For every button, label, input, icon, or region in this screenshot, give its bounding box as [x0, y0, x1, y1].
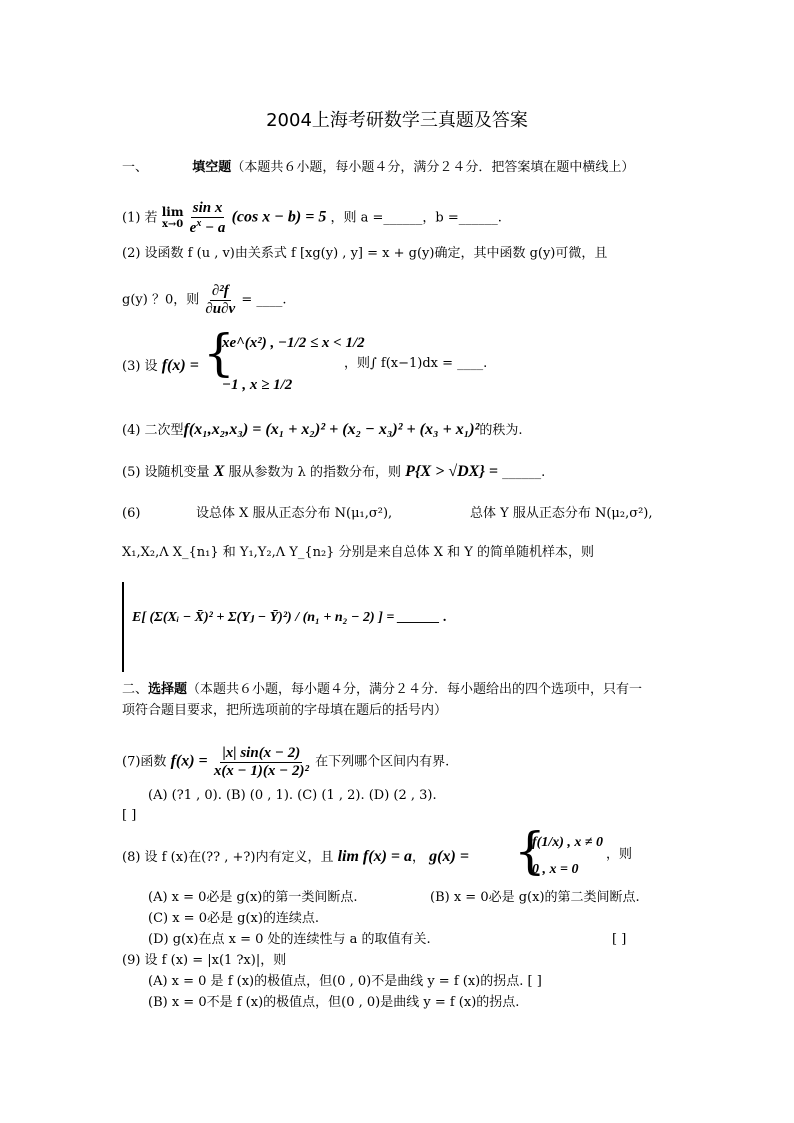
q8-g-def: g(x) =	[429, 848, 469, 865]
q2-prefix: g(y) ？0，则	[122, 292, 200, 308]
q1-suffix: ，则 a =______，b =______.	[330, 210, 502, 226]
q8-prefix: (8) 设 f (x)在(?? , +?)内有定义，且	[122, 850, 334, 865]
section2-desc2: 项符合题目要求，把所选项前的字母填在题后的括号内）	[122, 703, 448, 718]
question-8: (8) 设 f (x)在(?? , +?)内有定义，且 lim f(x) = a， g(x) =	[122, 848, 469, 865]
q7-prefix: (7)函数	[122, 754, 167, 770]
q4-prefix: (4) 二次型	[122, 423, 184, 438]
q7-suffix: 在下列哪个区间内有界.	[315, 754, 450, 770]
q5-middle: 服从参数为 λ 的指数分布，则	[228, 465, 402, 480]
q8-case1: f(1/x) , x ≠ 0	[532, 835, 604, 850]
q3-case2: −1 , x ≥ 1/2	[222, 377, 293, 393]
q9-option-a: (A) x = 0 是 f (x)的极值点，但(0 , 0)不是曲线 y = f (x)的拐点. [ ]	[148, 974, 542, 989]
q3-brace: {	[203, 324, 235, 382]
q7-options: (A) (?1 , 0). (B) (0 , 1). (C) (1 , 2). (D) (2 , 3).	[148, 788, 437, 803]
section1-heading	[122, 160, 634, 176]
q6-expression: E[ (Σ(Xᵢ − X̄)² + Σ(Yⱼ − Ȳ)²) / (n₁ + n₂ − 2) ] = ______ .	[132, 610, 447, 625]
q8-option-c: (C) x = 0必是 g(x)的连续点.	[148, 911, 320, 926]
page-title: 2004上海考研数学三真题及答案	[266, 110, 528, 131]
question-2-line1: (2) 设函数 f (u , v)由关系式 f [xg(y) , y] = x + g(y)确定，其中函数 g(y)可微，且	[122, 246, 608, 261]
q1-limit: lim x→0	[161, 204, 184, 231]
q6-part-b: 总体 Y 服从正态分布 N(μ₂,σ²),	[470, 506, 653, 521]
question-4	[122, 420, 523, 439]
section2-heading	[122, 682, 642, 698]
q8-case2: 0 , x = 0	[532, 862, 579, 877]
question-1: (1) 若 lim x→0 $\frac{\text{sin x}}{e^x - a}$ (cos x − b) = 5 ，则 a =______，b =______.	[122, 200, 502, 236]
q9-option-b: (B) x = 0不是 f (x)的极值点，但(0 , 0)是曲线 y = f (x)的拐点.	[148, 995, 520, 1010]
question-3: (3) 设 f(x) =	[122, 357, 199, 374]
q7-fraction: $\frac{|x| \sin(x - 2)}{\text{x(x − 1)(x − 2)²}}$	[213, 745, 309, 779]
q7-answer-bracket: [ ]	[122, 808, 137, 823]
section1-number: 一、	[122, 160, 149, 175]
q6-left-bracket	[122, 582, 324, 672]
q3-suffix: ，则∫ f(x−1)dx = ____.	[344, 356, 488, 371]
q6-number: (6)	[122, 506, 141, 521]
q4-suffix: 的秩为.	[479, 423, 523, 438]
q1-fraction: $\frac{\text{sin x}}{e^x - a}$	[189, 200, 226, 236]
section2-desc1: （本题共６小题，每小题４分，满分２４分．每小题给出的四个选项中，只有一	[187, 682, 643, 697]
question-5: (5) 设随机变量 X 服从参数为 λ 的指数分布，则 P{X > √DX} = ______.	[122, 463, 546, 480]
q8-option-b: (B) x = 0必是 g(x)的第二类间断点.	[430, 890, 640, 905]
q8-option-a: (A) x = 0必是 g(x)的第一类间断点.	[148, 890, 358, 905]
q6-part-a: 设总体 X 服从正态分布 N(μ₁,σ²),	[196, 506, 393, 521]
q8-option-d: (D) g(x)在点 x = 0 处的连续性与 a 的取值有关.	[148, 932, 431, 947]
q8-suffix: ，则	[606, 847, 633, 862]
q2-fraction: $\frac{\text{∂²f}}{\partial u\partial v}$	[205, 283, 236, 317]
q4-formula: f(x₁,x₂,x₃) = (x₁ + x₂)² + (x₂ − x₃)² + (x₃ + x₁)²	[183, 421, 480, 438]
q8-limit: lim f(x) = a	[337, 848, 413, 865]
section2-title: 选择题	[148, 682, 188, 697]
section2-number: 二、	[122, 682, 149, 697]
q2-suffix: = ____.	[241, 292, 287, 308]
section1-desc: （本题共６小题，每小题４分，满分２４分．把答案填在题中横线上）	[231, 160, 635, 175]
q1-prefix: (1) 若	[122, 210, 158, 226]
q3-prefix: (3) 设	[122, 359, 158, 374]
q8-brace: {	[514, 822, 546, 880]
section1-title: 填空题	[192, 160, 232, 175]
question-7: (7)函数 f(x) = $\frac{|x| \sin(x - 2)}{\text{x(x − 1)(x − 2)²}}$ 在下列哪个区间内有界.	[122, 745, 450, 779]
q8-answer-bracket: [ ]	[612, 932, 627, 947]
question-2-line2	[122, 283, 287, 317]
question-9: (9) 设 f (x) = |x(1 ?x)|，则	[122, 953, 287, 968]
q5-blank: ______.	[502, 465, 546, 480]
q3-case1: xe^(x²) , −1/2 ≤ x < 1/2	[222, 335, 365, 351]
q6-line2: X₁,X₂,Λ X_{n₁} 和 Y₁,Y₂,Λ Y_{n₂} 分别是来自总体 X 和 Y 的简单随机样本，则	[122, 545, 594, 560]
q5-formula: P{X > √DX} =	[405, 463, 498, 480]
q5-prefix: (5) 设随机变量	[122, 465, 210, 480]
